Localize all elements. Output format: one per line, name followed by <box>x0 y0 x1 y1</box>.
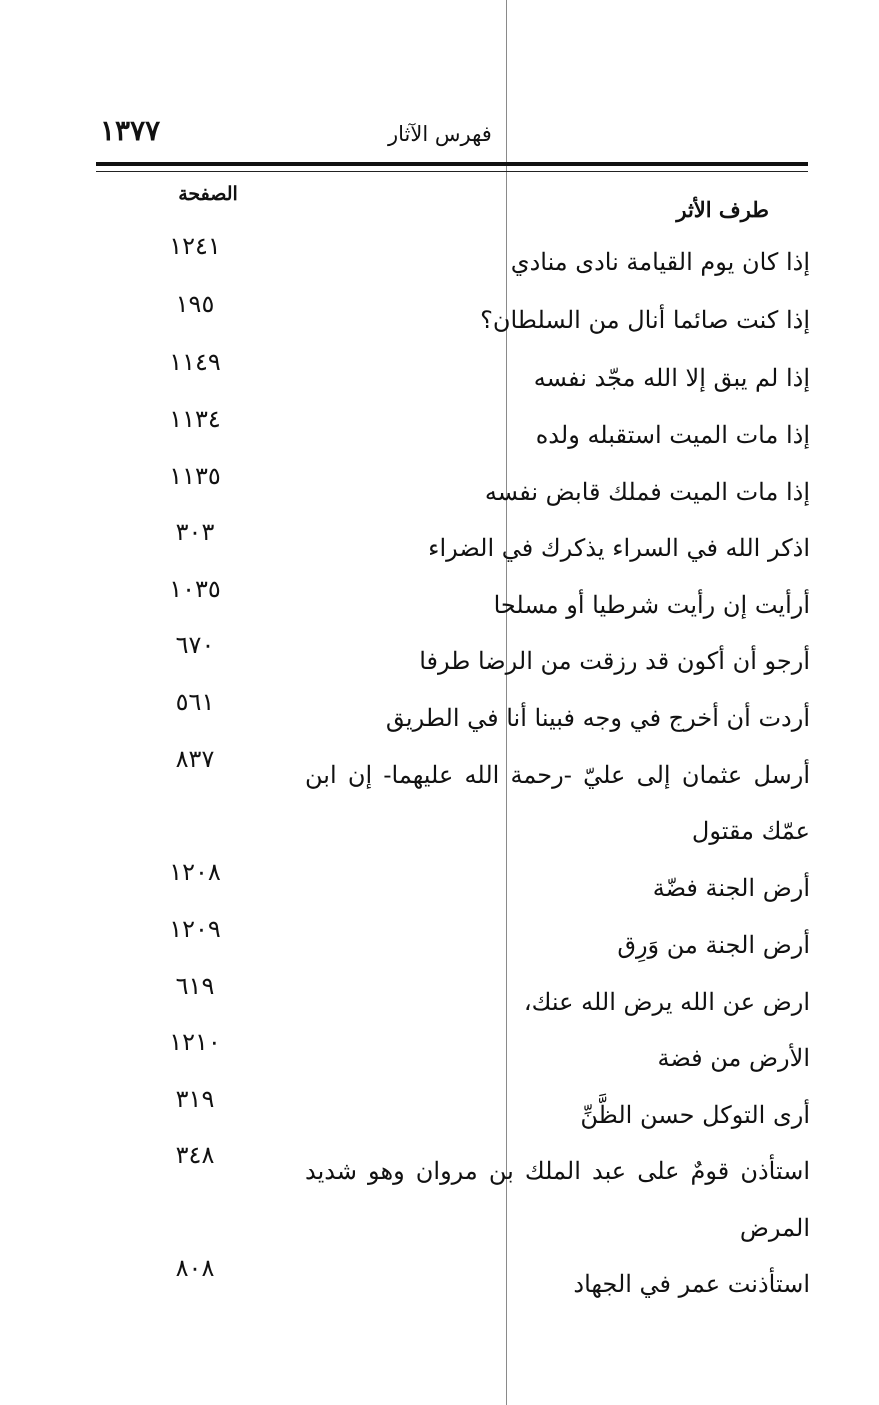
index-entry <box>90 747 810 803</box>
entry-continuation-text: عمّك مقتول <box>691 817 810 845</box>
entry-text: اذكر الله في السراء يذكرك في الضراء <box>428 534 810 562</box>
entry-page: ٣٤٨ <box>175 1141 215 1169</box>
entry-text: أرأيت إن رأيت شرطيا أو مسلحا <box>493 591 810 619</box>
entry-page: ٨٠٨ <box>175 1254 215 1282</box>
entry-page: ٣٠٣ <box>175 518 215 546</box>
entry-text: استأذنت عمر في الجهاد <box>573 1270 810 1298</box>
header-rule-thin <box>96 171 808 172</box>
entry-text: إذا مات الميت استقبله ولده <box>535 421 810 449</box>
index-entry <box>90 1256 810 1312</box>
entry-text: أرى التوكل حسن الظَّنِّ <box>580 1101 810 1129</box>
entry-page: ١١٣٥ <box>169 462 221 490</box>
entry-page: ٦١٩ <box>175 972 215 1000</box>
entry-text: أرسل عثمان إلى عليّ -رحمة الله عليهما- إن ابن <box>305 761 810 789</box>
entry-page: ٣١٩ <box>175 1085 215 1113</box>
entry-text: أردت أن أخرج في وجه فبينا أنا في الطريق <box>385 704 810 732</box>
entry-page: ٨٣٧ <box>175 745 215 773</box>
running-title: فهرس الآثار <box>388 122 492 146</box>
entry-page: ١٢٠٩ <box>169 915 221 943</box>
entry-page: ١٢١٠ <box>169 1028 221 1056</box>
page-number: ١٣٧٧ <box>100 114 161 147</box>
entry-text: استأذن قومٌ على عبد الملك بن مروان وهو شديد <box>305 1157 810 1185</box>
entry-page: ٥٦١ <box>175 688 215 716</box>
entry-text: إذا لم يبق إلا الله مجّد نفسه <box>533 364 810 392</box>
entry-text: أرض الجنة فضّة <box>652 874 810 902</box>
entry-text: ارض عن الله يرض الله عنك، <box>523 988 810 1016</box>
entry-page: ١٩٥ <box>175 290 215 318</box>
entry-page: ١١٣٤ <box>169 405 221 433</box>
entry-page: ٦٧٠ <box>175 631 215 659</box>
entry-text: أرض الجنة من وَرِق <box>617 931 810 959</box>
entry-page: ١٢٠٨ <box>169 858 221 886</box>
index-entry <box>90 1143 810 1199</box>
header-rule <box>96 162 808 166</box>
entry-page: ١٠٣٥ <box>169 575 221 603</box>
entry-text: إذا كنت صائما أنال من السلطان؟ <box>480 306 810 334</box>
entry-page: ١٢٤١ <box>169 232 221 260</box>
entry-text: أرجو أن أكون قد رزقت من الرضا طرفا <box>419 647 810 675</box>
entry-continuation-text: المرض <box>739 1214 810 1242</box>
column-header-page: الصفحة <box>178 183 238 205</box>
column-header-entry: طرف الأثر <box>676 197 769 222</box>
entry-page: ١١٤٩ <box>169 348 221 376</box>
entry-text: إذا كان يوم القيامة نادى منادي <box>510 248 810 276</box>
entry-text: الأرض من فضة <box>657 1044 810 1072</box>
entry-text: إذا مات الميت فملك قابض نفسه <box>484 478 810 506</box>
